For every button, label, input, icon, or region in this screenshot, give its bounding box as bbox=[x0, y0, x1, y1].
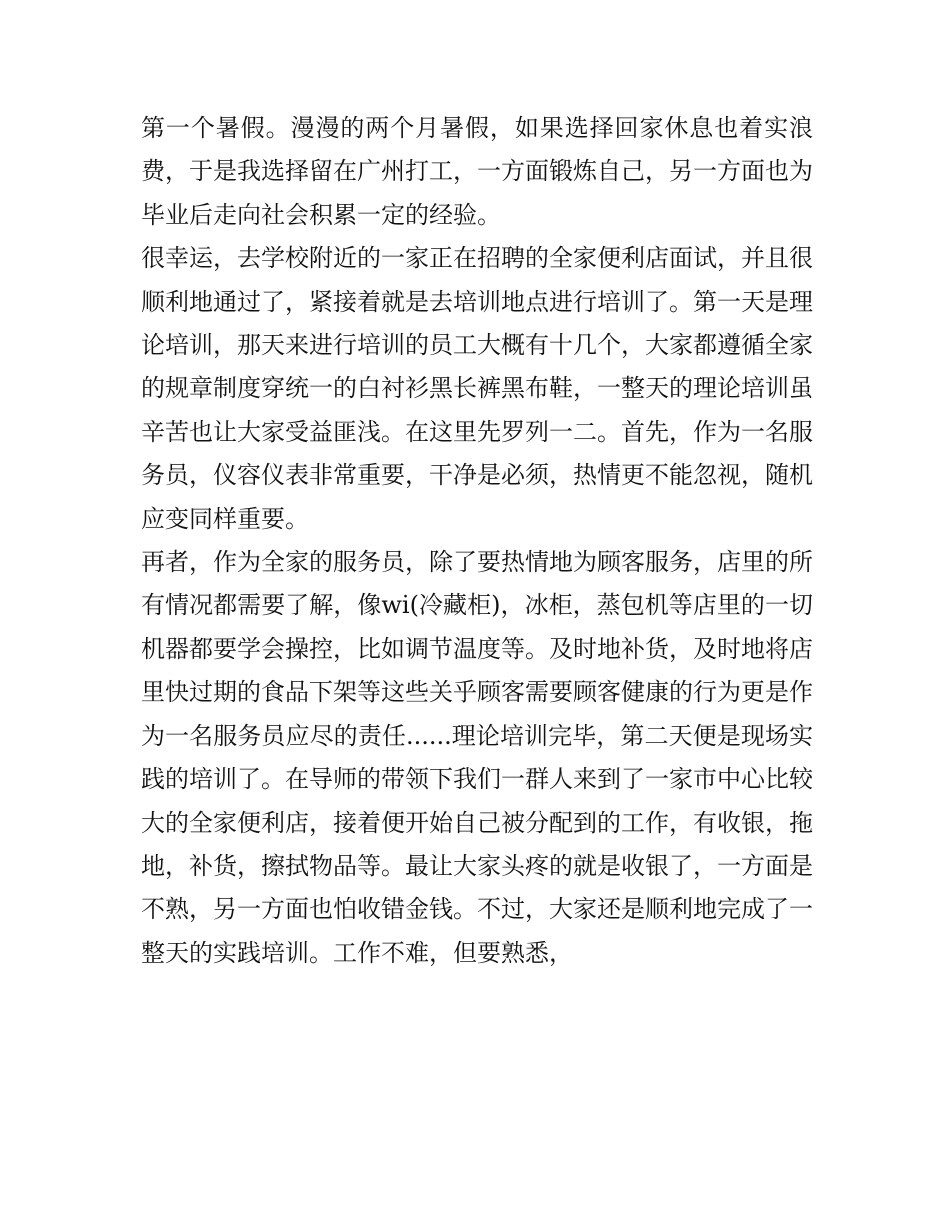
paragraph-1: 第一个暑假。漫漫的两个月暑假，如果选择回家休息也着实浪费，于是我选择留在广州打工，一方面锻炼自己，另一方面也为毕业后走向社会积累一定的经验。 bbox=[141, 114, 813, 229]
document-body bbox=[141, 107, 813, 975]
paragraph-2: 很幸运，去学校附近的一家正在招聘的全家便利店面试，并且很顺利地通过了，紧接着就是去培训地点进行培训了。第一天是理论培训，那天来进行培训的员工大概有十几个，大家都遵循全家的规章制度穿统一的白衬衫黑长裤黑布鞋，一整天的理论培训虽辛苦也让大家受益匪浅。在这里先罗列一二。首先，作为一名服务员，仪容仪表非常重要，干净是必须，热情更不能忽视，随机应变同样重要。 bbox=[141, 244, 813, 533]
paragraph-3: 再者，作为全家的服务员，除了要热情地为顾客服务，店里的所有情况都需要了解，像wi(冷藏柜)，冰柜，蒸包机等店里的一切机器都要学会操控，比如调节温度等。及时地补货，及时地将店里快过期的食品下架等这些关乎顾客需要顾客健康的行为更是作为一名服务员应尽的责任......理论培训完毕，第二天便是现场实践的培训了。在导师的带领下我们一群人来到了一家市中心比较大的全家便利店，接着便开始自己被分配到的工作，有收银，拖地，补货，擦拭物品等。最让大家头疼的就是收银了，一方面是不熟，另一方面也怕收错金钱。不过，大家还是顺利地完成了一整天的实践培训。工作不难，但要熟悉， bbox=[141, 548, 813, 967]
